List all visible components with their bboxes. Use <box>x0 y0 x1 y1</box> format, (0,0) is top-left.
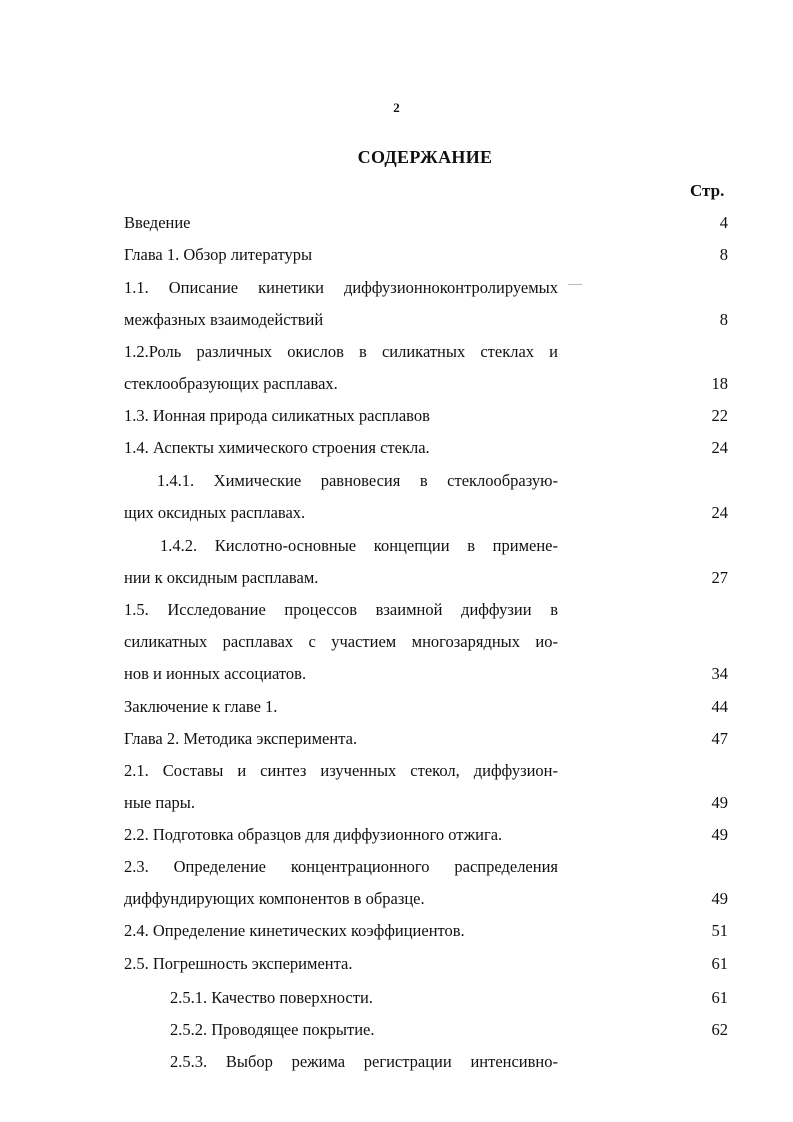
toc-entry-line: 2.5.1. Качество поверхности. <box>170 988 373 1007</box>
toc-page-number: 34 <box>711 664 728 683</box>
toc-page-number: 51 <box>711 921 728 940</box>
toc-entry-line: 2.5.3. Выбор режима регистрации интенсивно- <box>170 1052 558 1071</box>
toc-page-number: 8 <box>719 310 728 329</box>
toc-page-number: 49 <box>711 889 728 908</box>
toc-entry-line: нов и ионных ассоциатов. <box>124 664 307 683</box>
toc-entry-line: 1.3. Ионная природа силикатных расплавов <box>124 406 430 425</box>
toc-entry-line: 1.4.1. Химические равновесия в стеклообразую- <box>157 471 558 490</box>
toc-entry-line: 1.4.2. Кислотно-основные концепции в примене- <box>160 536 558 555</box>
toc-page-number: 24 <box>711 503 728 522</box>
toc-page-number: 61 <box>711 954 728 973</box>
toc-entry-line: 2.5.2. Проводящее покрытие. <box>170 1020 375 1039</box>
toc-entry-line: Введение <box>124 213 191 232</box>
toc-entry-line: Заключение к главе 1. <box>124 697 278 716</box>
toc-entry-line: 2.1. Составы и синтез изученных стекол, диффузион- <box>124 761 558 780</box>
toc-entry-line: межфазных взаимодействий <box>124 310 324 329</box>
toc-page-number: 4 <box>719 213 728 232</box>
toc-entry-line: 1.1. Описание кинетики диффузионноконтролируемых <box>124 278 558 297</box>
toc-entry-line: 2.2. Подготовка образцов для диффузионного отжига. <box>124 825 503 844</box>
toc-entry-line: 1.2.Роль различных окислов в силикатных стеклах и <box>124 342 558 361</box>
page-title: СОДЕРЖАНИЕ <box>357 147 493 167</box>
toc-page-number: 44 <box>711 697 728 716</box>
page-number: 2 <box>393 100 400 115</box>
toc-entry-line: Глава 2. Методика эксперимента. <box>124 729 358 748</box>
toc-entry-line: 1.4. Аспекты химического строения стекла. <box>124 438 430 457</box>
toc-entry-line: 2.4. Определение кинетических коэффициентов. <box>124 921 465 940</box>
toc-entry-line: диффундирующих компонентов в образце. <box>124 889 425 908</box>
toc-page-number: 47 <box>711 729 728 748</box>
toc-page-number: 49 <box>711 793 728 812</box>
toc-entry-line: нии к оксидным расплавам. <box>124 568 319 587</box>
toc-page-number: 8 <box>719 245 728 264</box>
toc-entry-line: силикатных расплавах с участием многозарядных ио- <box>124 632 558 651</box>
toc-page-number: 24 <box>711 438 728 457</box>
toc-entry-line: ные пары. <box>124 793 195 812</box>
pages-column-header: Стр. <box>690 181 725 200</box>
toc-entry-line: Глава 1. Обзор литературы <box>124 245 313 264</box>
toc-page-number: 27 <box>711 568 728 587</box>
toc-page-number: 62 <box>711 1020 728 1039</box>
toc-entry-line: 2.3. Определение концентрационного распределения <box>124 857 558 876</box>
margin-mark <box>568 284 582 285</box>
toc-page-number: 18 <box>711 374 728 393</box>
toc-entry-line: щих оксидных расплавах. <box>124 503 306 522</box>
toc-entry-line: 1.5. Исследование процессов взаимной диффузии в <box>124 600 558 619</box>
toc-entry-line: стеклообразующих расплавах. <box>124 374 338 393</box>
toc-page-number: 49 <box>711 825 728 844</box>
toc-page-number: 61 <box>711 988 728 1007</box>
toc-entry-line: 2.5. Погрешность эксперимента. <box>124 954 353 973</box>
toc-page-number: 22 <box>711 406 728 425</box>
